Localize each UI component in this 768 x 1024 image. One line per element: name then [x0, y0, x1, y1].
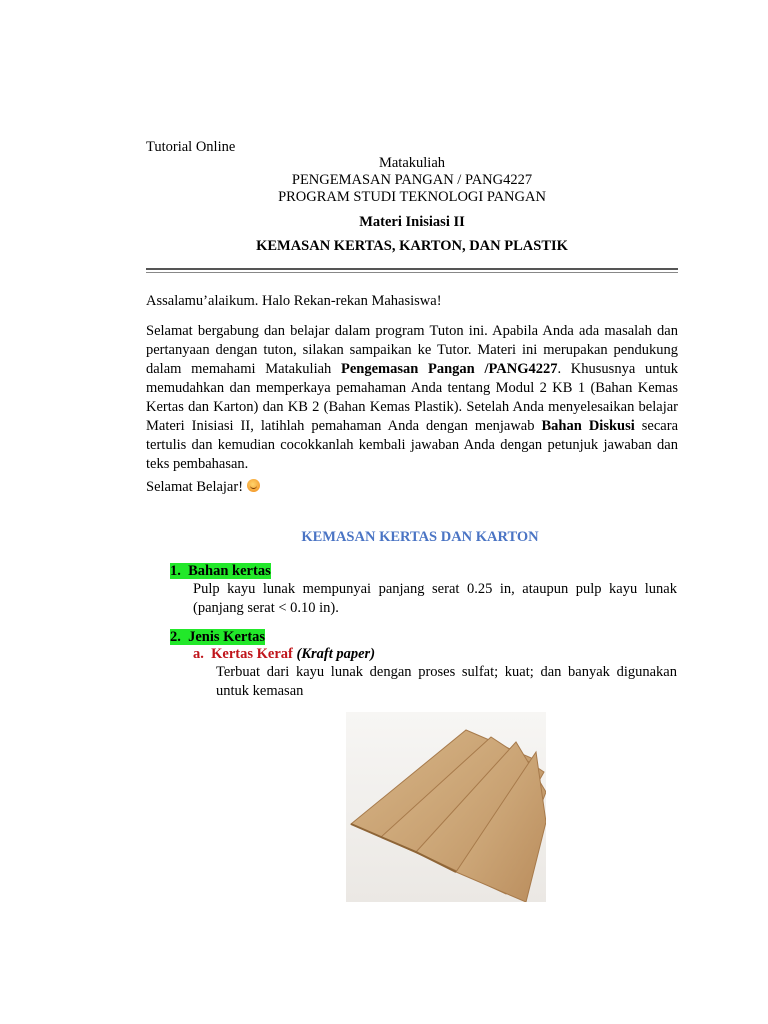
course-name-bold: Pengemasan Pangan /PANG4227 — [340, 361, 558, 377]
item-2a-text: Terbuat dari kayu lunak dengan proses sulfat; kuat; dan banyak digunakan untuk kemasan — [216, 664, 677, 699]
bahan-diskusi-bold: Bahan Diskusi — [541, 418, 635, 434]
topic-title: KEMASAN KERTAS, KARTON, DAN PLASTIK — [256, 238, 568, 254]
intro-paragraph — [146, 322, 678, 474]
matakuliah-label: Matakuliah — [378, 155, 446, 171]
item-2a-heading-row — [193, 646, 375, 663]
item-1-number: 1. — [170, 563, 181, 579]
closing-text: Selamat Belajar! — [146, 479, 244, 495]
item-1-text: Pulp kayu lunak mempunyai panjang serat 0.25 in, ataupun pulp kayu lunak (panjang serat < 0.10 in). — [193, 581, 677, 616]
kraft-paper-illustration — [346, 712, 546, 902]
kraft-paper-photo — [346, 712, 546, 902]
item-1-heading: Bahan kertas — [188, 563, 271, 579]
greeting: Assalamu’alaikum. Halo Rekan-rekan Mahasiswa! — [146, 293, 442, 309]
intro-text-2: . Khususnya untuk memudahkan dan memperkaya pemahaman Anda tentang Modul 2 KB 1 (Bahan Kemas Kertas dan Karton) dan KB 2 (Bahan Kemas Plastik). Setelah Anda menyelesaikan belajar Materi Inisiasi II, latihlah pemahaman Anda dengan menjawab — [146, 361, 678, 434]
tutorial-label: Tutorial Online — [146, 139, 236, 155]
program-title: PROGRAM STUDI TEKNOLOGI PANGAN — [278, 189, 546, 205]
divider-thick — [146, 268, 678, 270]
item-2a-alt: (Kraft paper) — [296, 646, 376, 662]
item-2-heading: Jenis Kertas — [188, 629, 266, 645]
section-title: KEMASAN KERTAS DAN KARTON — [301, 529, 539, 545]
item-2-highlight — [170, 629, 265, 645]
intro-text-3: secara tertulis dan kemudian cocokkanlah kembali jawaban Anda dengan petunjuk jawaban dan teks pembahasan. — [146, 418, 679, 472]
item-2-heading-row — [170, 629, 265, 646]
item-2a-name: Kertas Keraf — [211, 646, 293, 662]
item-2-number: 2. — [170, 629, 181, 645]
course-title: PENGEMASAN PANGAN / PANG4227 — [291, 172, 533, 188]
item-1-heading-row — [170, 563, 271, 580]
closing-line — [146, 479, 260, 496]
divider-thin — [146, 272, 678, 273]
materi-title: Materi Inisiasi II — [359, 214, 465, 230]
intro-text-1: Selamat bergabung dan belajar dalam program Tuton ini. Apabila Anda ada masalah dan pertanyaan dengan tuton, silakan sampaikan ke Tutor. Materi ini merupakan pendukung dalam memahami Matakuliah — [146, 323, 678, 377]
smiley-icon — [247, 479, 260, 492]
item-1-highlight — [170, 563, 271, 579]
item-2a-letter: a. — [193, 646, 204, 662]
